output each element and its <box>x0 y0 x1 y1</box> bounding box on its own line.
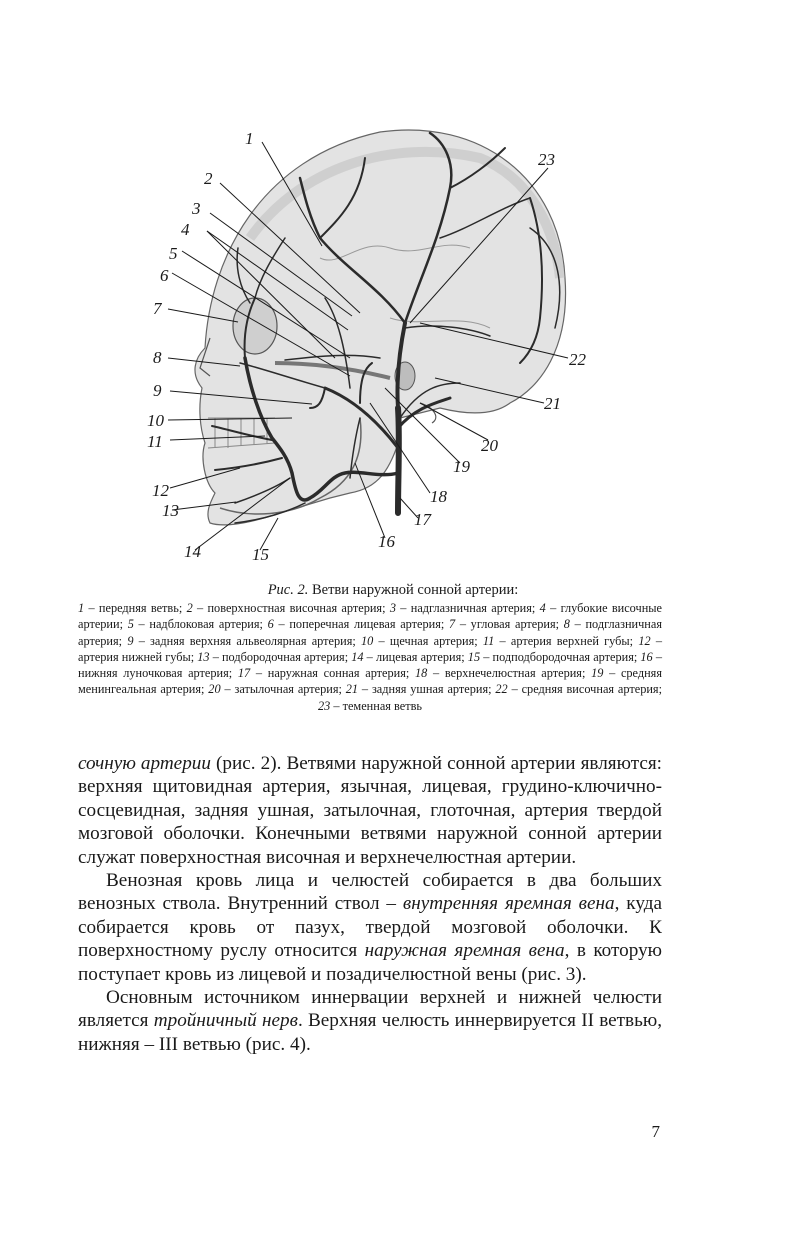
skull-illustration <box>60 118 620 573</box>
text-run: , куда собирается кровь от пазух, твердой мозговой оболочки. К поверхностному руслу относится <box>78 893 662 962</box>
figure-label-5: 5 <box>169 244 178 263</box>
legend-text: – подглазничная артерия; <box>78 617 663 648</box>
figure-label-15: 15 <box>252 545 269 564</box>
legend-entry <box>483 634 638 648</box>
legend-entry <box>318 699 422 713</box>
legend-entry <box>268 617 449 631</box>
legend-number: 22 <box>495 682 508 697</box>
legend-number: 3 <box>389 601 396 615</box>
figure-legend <box>78 600 662 714</box>
text-run: Венозная кровь лица и челюстей собирается в два больших венозных ствола. Внутренний ствол – <box>78 870 662 915</box>
figure-label-16: 16 <box>378 532 395 551</box>
body-text <box>78 752 662 1056</box>
legend-text: – поперечная лицевая артерия; <box>273 617 449 632</box>
caption-prefix: Рис. 2. <box>267 582 309 598</box>
legend-number: 11 <box>482 633 495 648</box>
figure-label-4: 4 <box>181 220 190 239</box>
legend-entry <box>495 682 662 696</box>
legend-number: 18 <box>415 666 428 681</box>
legend-entry <box>208 682 345 696</box>
text-run: Основным источником иннервации верхней и нижней челюсти является <box>78 987 662 1032</box>
figure-label-22: 22 <box>569 350 586 369</box>
figure-label-17: 17 <box>414 510 431 529</box>
legend-number: 10 <box>361 633 374 648</box>
legend-text: – подподбородочная артерия; <box>480 649 641 664</box>
legend-text: – средняя височная артерия; <box>507 682 662 697</box>
legend-entry <box>390 601 540 615</box>
legend-text: – глубокие височные артерии; <box>78 601 663 632</box>
emphasis-term: внутренняя яремная вена <box>402 893 615 915</box>
figure-label-18: 18 <box>430 487 447 506</box>
legend-text: – верхнечелюстная артерия; <box>427 666 592 681</box>
legend-text: – средняя менингеальная артерия; <box>78 666 662 697</box>
legend-number: 12 <box>638 633 651 648</box>
legend-entry <box>351 650 468 664</box>
legend-number: 20 <box>208 682 221 697</box>
legend-text: – артерия нижней губы; <box>78 633 662 664</box>
legend-number: 7 <box>448 617 456 632</box>
legend-text: – передняя ветвь; <box>84 601 187 615</box>
figure-label-21: 21 <box>544 394 561 413</box>
legend-number: 1 <box>78 601 85 615</box>
legend-text: – артерия верхней губы; <box>494 633 639 648</box>
figure-label-1: 1 <box>245 129 254 148</box>
legend-number: 2 <box>186 601 193 615</box>
figure-label-7: 7 <box>153 299 162 318</box>
emphasis-term: наружная яремная вена <box>364 940 565 962</box>
paragraph <box>78 986 662 1056</box>
legend-number: 15 <box>467 649 481 664</box>
legend-entry <box>346 682 496 696</box>
legend-number: 6 <box>267 617 274 632</box>
legend-entry <box>415 666 591 680</box>
figure-label-8: 8 <box>153 348 162 367</box>
legend-number: 9 <box>127 633 134 648</box>
legend-text: – наружная сонная артерия; <box>250 666 416 681</box>
legend-text: – теменная ветвь <box>330 698 422 713</box>
legend-entry <box>361 634 483 648</box>
page-number: 7 <box>651 1122 660 1141</box>
figure-label-14: 14 <box>184 542 201 561</box>
legend-text: – подбородочная артерия; <box>209 649 352 664</box>
skull-figure <box>60 118 620 573</box>
legend-text: – поверхностная височная артерия; <box>192 601 390 615</box>
legend-number: 21 <box>345 682 359 697</box>
figure-label-2: 2 <box>204 169 213 188</box>
legend-text: – затылочная артерия; <box>220 682 346 697</box>
figure-label-10: 10 <box>147 411 164 430</box>
legend-number: 23 <box>318 698 331 713</box>
figure-label-6: 6 <box>160 266 169 285</box>
emphasis-term: тройничный нерв <box>153 1010 298 1032</box>
legend-entry <box>127 634 361 648</box>
figure-label-12: 12 <box>152 481 169 500</box>
legend-number: 5 <box>127 617 134 632</box>
caption-title: Ветви наружной сонной артерии: <box>311 582 519 598</box>
figure-caption <box>0 582 786 599</box>
figure-label-23: 23 <box>538 150 555 169</box>
legend-text: – надблоковая артерия; <box>133 617 268 632</box>
text-run: (рис. 2). Ветвями наружной сонной артерии являются: верхняя щитовидная артерия, язычная, лицевая, грудино-ключично-сосцевидная, задняя ушная, затылочная, глоточная, артерия твердой мозговой оболочки. Конечными ветвями наружной сонной артерии служат поверхностная височная и верхнечелюстная артерии. <box>78 753 662 868</box>
legend-text: – надглазничная артерия; <box>395 601 540 615</box>
text-run: , в которую поступает кровь из лицевой и позадичелюстной вены (рис. 3). <box>78 940 662 985</box>
legend-text: – задняя ушная артерия; <box>358 682 496 697</box>
legend-text: – щечная артерия; <box>373 633 483 648</box>
paragraph <box>78 869 662 986</box>
legend-entry <box>238 666 415 680</box>
legend-number: 4 <box>539 601 546 615</box>
legend-number: 17 <box>237 666 251 681</box>
legend-number: 14 <box>351 649 364 664</box>
paragraph <box>78 752 662 869</box>
figure-label-20: 20 <box>481 436 498 455</box>
text-run: . Верхняя челюсть иннервируется II ветвью, нижняя – III ветвью (рис. 4). <box>78 1010 662 1055</box>
legend-text: – задняя верхняя альвеолярная артерия; <box>133 633 361 648</box>
legend-text: – угловая артерия; <box>455 617 564 632</box>
legend-entry <box>78 601 187 615</box>
legend-text: – нижняя луночковая артерия; <box>78 649 662 681</box>
legend-number: 8 <box>563 617 570 632</box>
legend-entry <box>197 650 351 664</box>
legend-number: 13 <box>197 649 210 664</box>
legend-entry <box>449 617 564 631</box>
figure-label-3: 3 <box>192 199 201 218</box>
legend-entry <box>468 650 641 664</box>
legend-entry <box>128 617 268 631</box>
emphasis-term: сочную артерии <box>78 753 211 774</box>
figure-label-9: 9 <box>153 381 162 400</box>
figure-label-19: 19 <box>453 457 470 476</box>
figure-label-13: 13 <box>162 501 179 520</box>
figure-label-11: 11 <box>147 432 163 451</box>
legend-text: – лицевая артерия; <box>363 649 468 664</box>
legend-number: 19 <box>591 666 604 681</box>
legend-number: 16 <box>640 649 653 664</box>
legend-entry <box>187 601 390 615</box>
